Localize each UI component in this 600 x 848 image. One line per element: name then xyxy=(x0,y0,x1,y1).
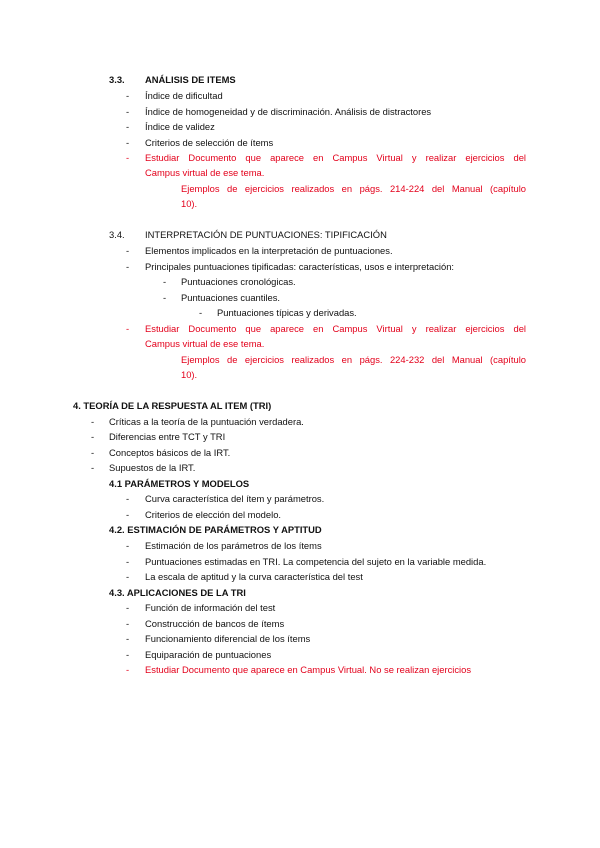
list-item: Índice de validez xyxy=(145,121,215,132)
list-item: Principales puntuaciones tipificadas: características, usos e interpretación: xyxy=(145,261,455,272)
section-4-1-title: 4.1 PARÁMETROS Y MODELOS xyxy=(109,478,250,489)
bullet-dash: - xyxy=(91,431,95,442)
section-4-title: 4. TEORÍA DE LA RESPUESTA AL ITEM (TRI) xyxy=(73,400,272,411)
examples-reference-line: 10). xyxy=(181,198,198,209)
section-3-4-title: INTERPRETACIÓN DE PUNTUACIONES: TIPIFICACIÓN xyxy=(145,229,387,240)
section-4-3-title: 4.3. APLICACIONES DE LA TRI xyxy=(109,587,246,598)
bullet-dash: - xyxy=(126,556,130,567)
bullet-dash: - xyxy=(91,416,95,427)
list-item: Puntuaciones estimadas en TRI. La competencia del sujeto en la variable medida. xyxy=(145,556,487,567)
list-item: Función de información del test xyxy=(145,602,276,613)
list-item: Funcionamiento diferencial de los ítems xyxy=(145,633,311,644)
list-item: Supuestos de la IRT. xyxy=(109,462,196,473)
bullet-dash: - xyxy=(126,649,130,660)
bullet-dash: - xyxy=(126,509,130,520)
study-instruction-line: Campus virtual de ese tema. xyxy=(145,167,265,178)
list-item: Criterios de selección de ítems xyxy=(145,137,274,148)
list-item: Elementos implicados en la interpretación de puntuaciones. xyxy=(145,245,393,256)
list-item: Criterios de elección del modelo. xyxy=(145,509,282,520)
list-item: Críticas a la teoría de la puntuación verdadera. xyxy=(109,416,304,427)
bullet-dash: - xyxy=(126,493,130,504)
bullet-dash: - xyxy=(126,571,130,582)
list-item: Diferencias entre TCT y TRI xyxy=(109,431,226,442)
bullet-dash: - xyxy=(199,307,203,318)
list-item: Curva característica del ítem y parámetros. xyxy=(145,493,325,504)
examples-reference-line: Ejemplos de ejercicios realizados en págs. 224-232 del Manual (capítulo xyxy=(181,354,526,365)
bullet-dash: - xyxy=(126,106,130,117)
section-3-4-number: 3.4. xyxy=(109,229,125,240)
bullet-dash: - xyxy=(126,618,130,629)
bullet-dash: - xyxy=(126,540,130,551)
examples-reference-line: 10). xyxy=(181,369,198,380)
list-item: Equiparación de puntuaciones xyxy=(145,649,272,660)
section-3-3-title: ANÁLISIS DE ITEMS xyxy=(145,74,236,85)
bullet-dash: - xyxy=(126,323,130,334)
bullet-dash: - xyxy=(126,602,130,613)
study-instruction-line: Estudiar Documento que aparece en Campus Virtual y realizar ejercicios del xyxy=(145,323,526,334)
list-item: Conceptos básicos de la IRT. xyxy=(109,447,231,458)
bullet-dash: - xyxy=(91,462,95,473)
bullet-dash: - xyxy=(126,664,130,675)
bullet-dash: - xyxy=(163,276,167,287)
section-3-3-number: 3.3. xyxy=(109,74,125,85)
list-item: La escala de aptitud y la curva característica del test xyxy=(145,571,363,582)
bullet-dash: - xyxy=(91,447,95,458)
bullet-dash: - xyxy=(126,137,130,148)
bullet-dash: - xyxy=(163,292,167,303)
bullet-dash: - xyxy=(126,633,130,644)
list-item: Índice de homogeneidad y de discriminación. Análisis de distractores xyxy=(145,106,432,117)
bullet-dash: - xyxy=(126,245,130,256)
list-item: Construcción de bancos de ítems xyxy=(145,618,285,629)
examples-reference-line: Ejemplos de ejercicios realizados en págs. 214-224 del Manual (capítulo xyxy=(181,183,526,194)
section-4-2-title: 4.2. ESTIMACIÓN DE PARÁMETROS Y APTITUD xyxy=(109,524,322,535)
bullet-dash: - xyxy=(126,90,130,101)
list-item: Estimación de los parámetros de los ítems xyxy=(145,540,322,551)
sub-sub-list-item: Puntuaciones típicas y derivadas. xyxy=(217,307,357,318)
bullet-dash: - xyxy=(126,152,130,163)
bullet-dash: - xyxy=(126,261,130,272)
list-item: Índice de dificultad xyxy=(145,90,223,101)
sub-list-item: Puntuaciones cuantiles. xyxy=(181,292,281,303)
study-instruction-line: Estudiar Documento que aparece en Campus Virtual y realizar ejercicios del xyxy=(145,152,526,163)
study-instruction-line: Campus virtual de ese tema. xyxy=(145,338,265,349)
sub-list-item: Puntuaciones cronológicas. xyxy=(181,276,296,287)
study-instruction-line: Estudiar Documento que aparece en Campus Virtual. No se realizan ejercicios xyxy=(145,664,472,675)
bullet-dash: - xyxy=(126,121,130,132)
